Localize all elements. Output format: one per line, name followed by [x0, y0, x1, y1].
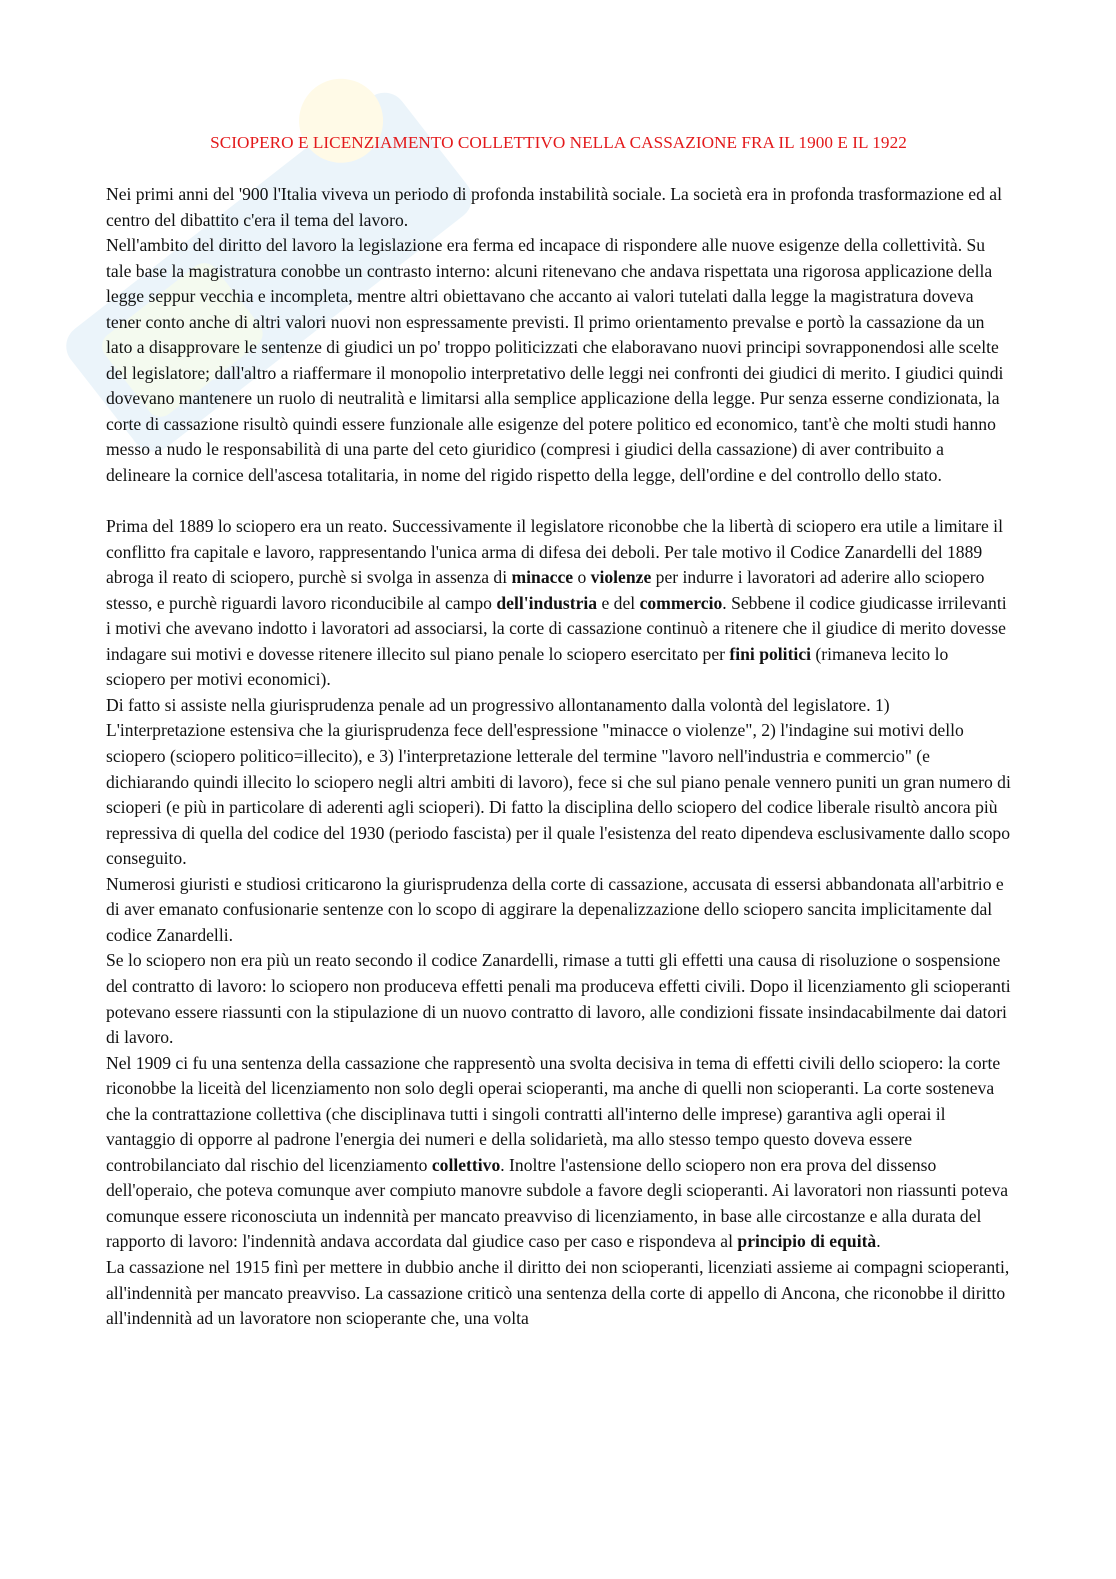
text-run: Nei primi anni del '900 l'Italia viveva un periodo di profonda instabilità sociale. La società era in profonda trasformazione ed al centro del dibattito c'era il tema del lavoro.	[106, 184, 1002, 230]
document-body	[106, 130, 1011, 1332]
bold-term: commercio	[639, 592, 723, 613]
paragraph	[106, 1051, 1011, 1255]
text-run: . Sebbene il codice giudicasse irrilevanti i motivi che avevano indotto i lavoratori ad associarsi, la corte di cassazione continuò a ritenere che il giudice di merito dovesse indagare sui motivi e dovesse ritenere illecito sul piano penale lo sciopero esercitato per	[106, 592, 1007, 664]
paragraph	[106, 514, 1011, 693]
bold-term: dell'industria	[496, 592, 598, 613]
bold-term: collettivo	[431, 1154, 501, 1175]
text-run: e del	[597, 592, 640, 613]
text-run: Prima del 1889 lo sciopero era un reato. Successivamente il legislatore riconobbe che la libertà di sciopero era utile a limitare il conflitto fra capitale e lavoro, rappresentando l'unica arma di difesa dei deboli. Per tale motivo il Codice Zanardelli del 1889 abroga il reato di sciopero, purchè si svolga in assenza di	[106, 516, 1003, 588]
text-run: Nell'ambito del diritto del lavoro la legislazione era ferma ed incapace di rispondere alle nuove esigenze della collettività. Su tale base la magistratura conobbe un contrasto interno: alcuni ritenevano che andava rispettata una rigorosa applicazione della legge seppur vecchia e incompleta, mentre altri obiettavano che accanto ai valori tutelati dalla legge la magistratura doveva tener conto anche di altri valori nuovi non espressamente previsti. Il primo orientamento prevalse e portò la cassazione da un lato a disapprovare le sentenze di giudici un po' troppo politicizzati che elaboravano nuovi principi sovrapponendosi alle scelte del legislatore; dall'altro a riaffermare il monopolio interpretativo delle leggi nei confronti dei giudici di merito. I giudici quindi dovevano mantenere un ruolo di neutralità e limitarsi alla semplice applicazione della legge. Pur senza esserne condizionata, la corte di cassazione risultò quindi essere funzionale alle esigenze del potere politico ed economico, tant'è che molti studi hanno messo a nudo le responsabilità di una parte del ceto giuridico (compresi i giudici della cassazione) di aver contribuito a delineare la cornice dell'ascesa totalitaria, in nome del rigido rispetto della legge, dell'ordine e del controllo dello stato.	[106, 235, 1004, 486]
paragraph	[106, 948, 1011, 1050]
text-run: .	[876, 1231, 881, 1252]
text-run: La cassazione nel 1915 finì per mettere in dubbio anche il diritto dei non scioperanti, licenziati assieme ai compagni scioperanti, all'indennità per mancato preavviso. La cassazione criticò una sentenza della corte di appello di Ancona, che riconobbe il diritto all'indennità ad un lavoratore non scioperante che, una volta	[106, 1256, 1010, 1329]
text-run: per indurre i lavoratori ad aderire allo sciopero stesso, e purchè riguardi lavoro riconducibile al campo	[106, 567, 985, 613]
bold-term: violenze	[590, 567, 652, 588]
bold-term: principio di equità	[737, 1231, 877, 1252]
paragraph	[106, 1255, 1011, 1332]
text-run: Di fatto si assiste nella giurisprudenza penale ad un progressivo allontanamento dalla volontà del legislatore. 1) L'interpretazione estensiva che la giurisprudenza fece dell'espressione "minacce o violenze", 2) l'indagine sui motivi dello sciopero (sciopero politico=illecito), e 3) l'interpretazione letterale del termine "lavoro nell'industria e commercio" (e dichiarando quindi illecito lo sciopero negli altri ambiti di lavoro), fece si che sul piano penale vennero puniti un gran numero di scioperi (e più in particolare di aderenti agli scioperi). Di fatto la disciplina dello sciopero del codice liberale risultò ancora più repressiva di quella del codice del 1930 (periodo fascista) per il quale l'esistenza del reato dipendeva esclusivamente dallo scopo conseguito.	[106, 694, 1011, 869]
text-run: Nel 1909 ci fu una sentenza della cassazione che rappresentò una svolta decisiva in tema di effetti civili dello sciopero: la corte riconobbe la liceità del licenziamento non solo degli operai scioperanti, ma anche di quelli non scioperanti. La corte sosteneva che la contrattazione collettiva (che disciplinava tutti i singoli contratti all'interno delle imprese) garantiva agli operai il vantaggio di opporre al padrone l'energia dei numeri e della solidarietà, ma allo stesso tempo questo doveva essere controbilanciato dal rischio del licenziamento	[106, 1052, 1001, 1175]
text-run: Numerosi giuristi e studiosi criticarono la giurisprudenza della corte di cassazione, accusata di essersi abbandonata all'arbitrio e di aver emanato confusionarie sentenze con lo scopo di aggirare la depenalizzazione dello sciopero sancita implicitamente dal codice Zanardelli.	[106, 873, 1004, 945]
paragraph-list	[106, 182, 1011, 1332]
paragraph	[106, 233, 1011, 488]
bold-term: fini politici	[729, 643, 812, 664]
paragraph	[106, 872, 1011, 949]
paragraph	[106, 182, 1011, 233]
text-run: o	[573, 567, 591, 588]
text-run: . Inoltre l'astensione dello sciopero non era prova del dissenso dell'operaio, che poteva comunque aver compiuto manovre subdole a favore degli scioperanti. Ai lavoratori non riassunti poteva comunque essere riconosciuta un indennità per mancato preavviso di licenziamento, in base alle circostanze e alla durata del rapporto di lavoro: l'indennità andava accordata dal giudice caso per caso e rispondeva al	[106, 1154, 1009, 1252]
text-run: (rimaneva lecito lo sciopero per motivi economici).	[106, 643, 949, 690]
paragraph-spacer	[106, 489, 1011, 515]
paragraph	[106, 693, 1011, 872]
text-run: Se lo sciopero non era più un reato secondo il codice Zanardelli, rimase a tutti gli effetti una causa di risoluzione o sospensione del contratto di lavoro: lo sciopero non produceva effetti penali ma produceva effetti civili. Dopo il licenziamento gli scioperanti potevano essere riassunti con la stipulazione di un nuovo contratto di lavoro, alle condizioni fissate insindacabilmente dai datori di lavoro.	[106, 950, 1011, 1048]
bold-term: minacce	[511, 567, 574, 588]
document-title: SCIOPERO E LICENZIAMENTO COLLETTIVO NELLA CASSAZIONE FRA IL 1900 E IL 1922	[210, 133, 907, 152]
